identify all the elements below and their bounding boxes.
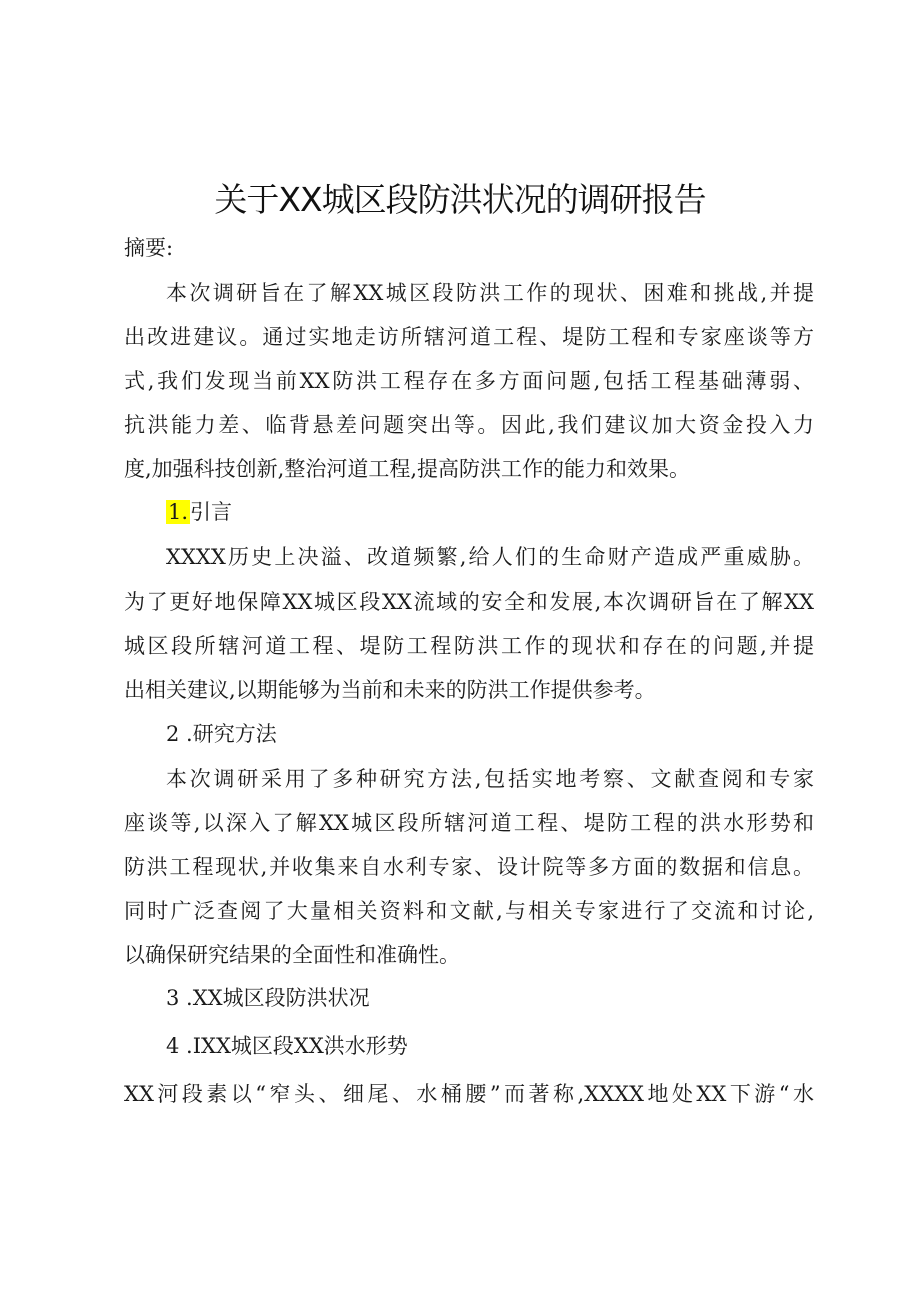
section-2-line: 本次调研采用了多种研究方法,包括实地考察、文献查阅和专家 [166,767,814,791]
section-1-number-highlight: 1. [168,500,189,524]
abstract-line: 本次调研旨在了解XX城区段防洪工作的现状、困难和挑战,并提 [166,281,814,305]
section-2-line: 同时广泛查阅了大量相关资料和文献,与相关专家进行了交流和讨论, [124,899,814,923]
section-4-heading: 4 .IXX城区段XX洪水形势 [166,1034,408,1058]
section-2-line: 防洪工程现状,并收集来自水利专家、设计院等多方面的数据和信息。 [124,855,814,879]
abstract-line: 出改进建议。通过实地走访所辖河道工程、堤防工程和专家座谈等方 [124,325,814,349]
section-1-line: 为了更好地保障XX城区段XX流域的安全和发展,本次调研旨在了解XX [124,590,814,614]
abstract-line: 式,我们发现当前XX防洪工程存在多方面问题,包括工程基础薄弱、 [124,369,814,393]
abstract-line: 抗洪能力差、临背悬差问题突出等。因此,我们建议加大资金投入力 [124,413,814,437]
section-1-line: 出相关建议,以期能够为当前和未来的防洪工作提供参考。 [124,678,656,702]
section-1-heading [166,490,232,534]
section-1-line: XXXX历史上决溢、改道频繁,给人们的生命财产造成严重威胁。 [166,545,814,569]
section-1-line: 城区段所辖河道工程、堤防工程防洪工作的现状和存在的问题,并提 [124,634,814,658]
section-2-line: 以确保研究结果的全面性和准确性。 [124,943,460,967]
abstract-label: 摘要: [124,236,174,260]
section-1-title: 引言 [190,500,233,524]
document-title: 关于XX城区段防洪状况的调研报告 [214,180,706,219]
section-4-line: XX河段素以“窄头、细尾、水桶腰”而著称,XXXX地处XX下游“水 [124,1082,814,1106]
section-2-line: 座谈等,以深入了解XX城区段所辖河道工程、堤防工程的洪水形势和 [124,811,814,835]
section-2-heading: 2 .研究方法 [166,722,277,746]
section-3-heading: 3 .XX城区段防洪状况 [166,986,370,1010]
abstract-line: 度,加强科技创新,整治河道工程,提高防洪工作的能力和效果。 [124,457,691,481]
